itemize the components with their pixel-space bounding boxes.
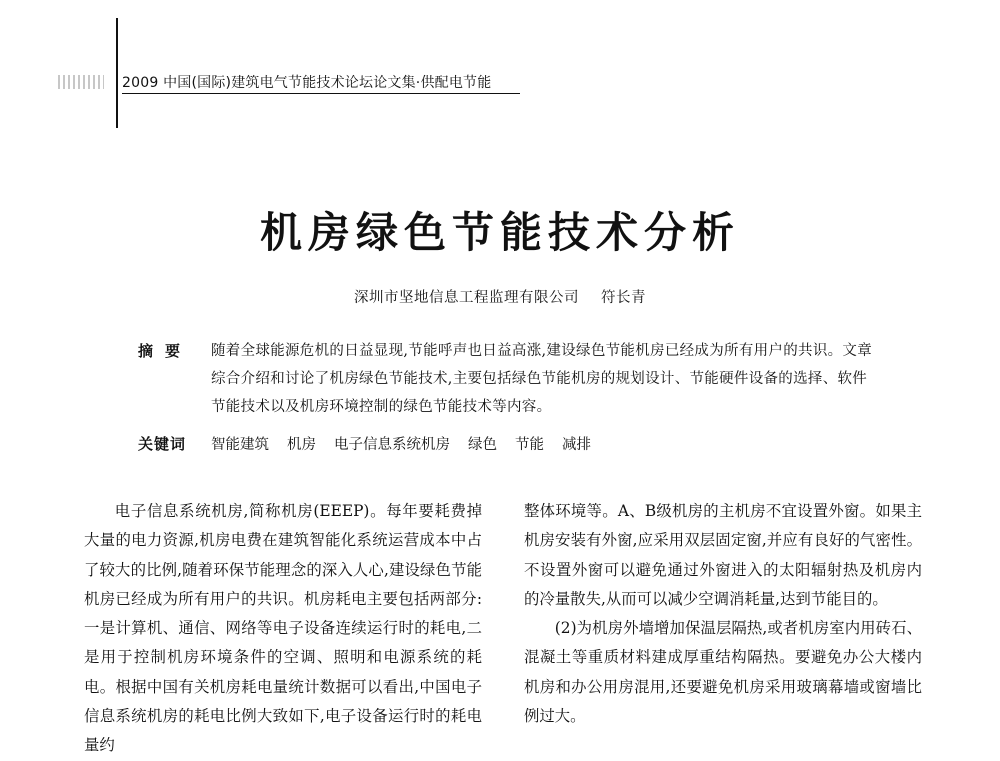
keyword-item: 机房 bbox=[287, 437, 316, 453]
abstract-label: 摘要 bbox=[138, 342, 193, 360]
keyword-item: 智能建筑 bbox=[211, 437, 269, 453]
author-name: 符长青 bbox=[601, 290, 646, 306]
keyword-item: 减排 bbox=[562, 437, 591, 453]
affiliation: 深圳市坚地信息工程监理有限公司 bbox=[354, 290, 579, 306]
body-column-left bbox=[84, 497, 482, 761]
running-head-underline bbox=[122, 93, 520, 94]
keywords-label: 关键词 bbox=[138, 435, 187, 453]
body-paragraph: (2)为机房外墙增加保温层隔热,或者机房室内用砖石、混凝土等重质材料建成厚重结构隔热。要避免办公大楼内机房和办公用房混用,还要避免机房采用玻璃幕墙或窗墙比例过大。 bbox=[524, 619, 922, 726]
running-head: 2009 中国(国际)建筑电气节能技术论坛论文集·供配电节能 bbox=[122, 75, 492, 91]
body-paragraph: 整体环境等。A、B级机房的主机房不宜设置外窗。如果主机房安装有外窗,应采用双层固定窗,并应有良好的气密性。不设置外窗可以避免通过外窗进入的太阳辐射热及机房内的冷量散失,从而可以减少空调消耗量,达到节能目的。 bbox=[524, 502, 922, 608]
margin-vertical-rule bbox=[116, 18, 118, 128]
keyword-item: 节能 bbox=[515, 437, 544, 453]
byline bbox=[0, 286, 1000, 307]
keyword-item: 电子信息系统机房 bbox=[334, 437, 450, 453]
body-paragraph: 电子信息系统机房,简称机房(EEEP)。每年要耗费掉大量的电力资源,机房电费在建筑智能化系统运营成本中占了较大的比例,随着环保节能理念的深入人心,建设绿色节能机房已经成为所有用户的共识。机房耗电主要包括两部分:一是计算机、通信、网络等电子设备连续运行时的耗电,二是用于控制机房环境条件的空调、照明和电源系统的耗电。根据中国有关机房耗电量统计数据可以看出,中国电子信息系统机房的耗电比例大致如下,电子设备运行时的耗电量约 bbox=[84, 502, 482, 755]
body-column-right bbox=[524, 497, 922, 731]
article-title: 机房绿色节能技术分析 bbox=[259, 208, 740, 257]
keywords-list bbox=[211, 433, 591, 454]
keyword-item: 绿色 bbox=[468, 437, 497, 453]
scan-smudge-mark bbox=[58, 75, 104, 89]
abstract-text: 随着全球能源危机的日益显现,节能呼声也日益高涨,建设绿色节能机房已经成为所有用户的共识。文章综合介绍和讨论了机房绿色节能技术,主要包括绿色节能机房的规划设计、节能硬件设备的选择、软件节能技术以及机房环境控制的绿色节能技术等内容。 bbox=[211, 343, 873, 415]
